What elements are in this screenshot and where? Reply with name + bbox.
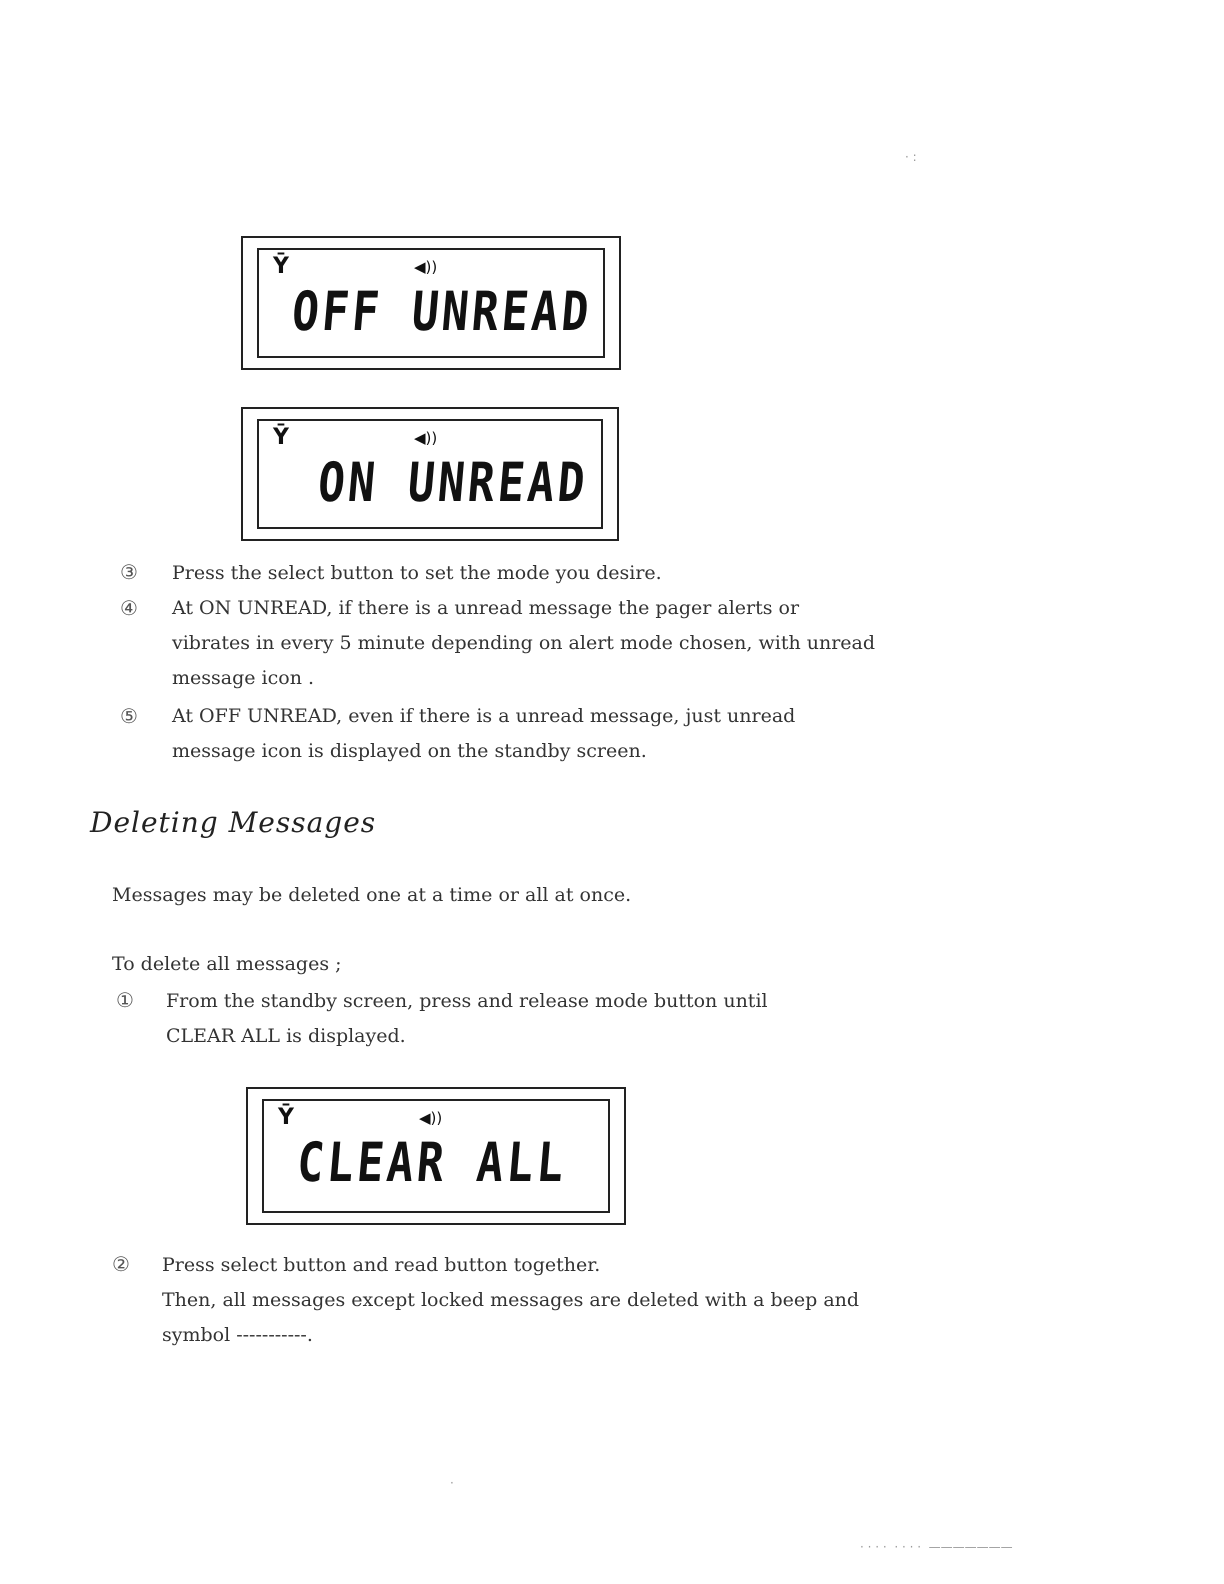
antenna-icon: Ȳ [273, 254, 289, 279]
text-line: vibrates in every 5 minute depending on alert mode chosen, with unread [172, 632, 876, 654]
text-line: Press the select button to set the mode you desire. [172, 562, 662, 584]
lcd-text: ON UNREAD [315, 451, 591, 514]
step-number: ① [116, 988, 134, 1012]
lcd-frame [262, 1099, 610, 1213]
scan-specks: · · · · · · · · ——————— [860, 1540, 1013, 1554]
scan-specks: · : [905, 150, 917, 164]
antenna-icon: Ȳ [273, 425, 289, 450]
lcd-display-on-unread [241, 407, 619, 541]
text-line: CLEAR ALL is displayed. [166, 1025, 406, 1047]
step-number: ④ [120, 596, 138, 620]
lcd-display-clear-all [246, 1087, 626, 1225]
text-line: At OFF UNREAD, even if there is a unread message, just unread [172, 705, 796, 727]
step-text [172, 591, 875, 696]
section-heading: Deleting Messages [90, 806, 377, 839]
antenna-icon: Ȳ [278, 1105, 294, 1130]
text-line: symbol -----------. [162, 1324, 313, 1346]
step-number: ③ [120, 560, 138, 584]
step-text [162, 1248, 859, 1353]
lcd-text: OFF UNREAD [289, 280, 595, 343]
text-line: From the standby screen, press and release mode button until [166, 990, 768, 1012]
text-line: Press select button and read button together. [162, 1254, 601, 1276]
lcd-display-off-unread [241, 236, 621, 370]
speaker-icon: ◀)) [414, 429, 438, 447]
lcd-frame [257, 248, 605, 358]
step-number: ② [112, 1252, 130, 1276]
step-text [172, 699, 795, 769]
text-line: message icon is displayed on the standby screen. [172, 740, 647, 762]
step-number: ⑤ [120, 704, 138, 728]
text-line: Then, all messages except locked messages are deleted with a beep and [162, 1289, 860, 1311]
speaker-icon: ◀)) [414, 258, 438, 276]
text-line: message icon . [172, 667, 315, 689]
intro-paragraph: Messages may be deleted one at a time or all at once. [112, 884, 632, 906]
step-text [172, 556, 662, 591]
speaker-icon: ◀)) [419, 1109, 443, 1127]
lcd-frame [257, 419, 603, 529]
subheading: To delete all messages ; [112, 953, 342, 975]
lcd-text: CLEAR ALL [294, 1131, 570, 1194]
text-line: At ON UNREAD, if there is a unread message the pager alerts or [172, 597, 800, 619]
scan-specks: · [450, 1476, 454, 1490]
step-text [166, 984, 768, 1054]
